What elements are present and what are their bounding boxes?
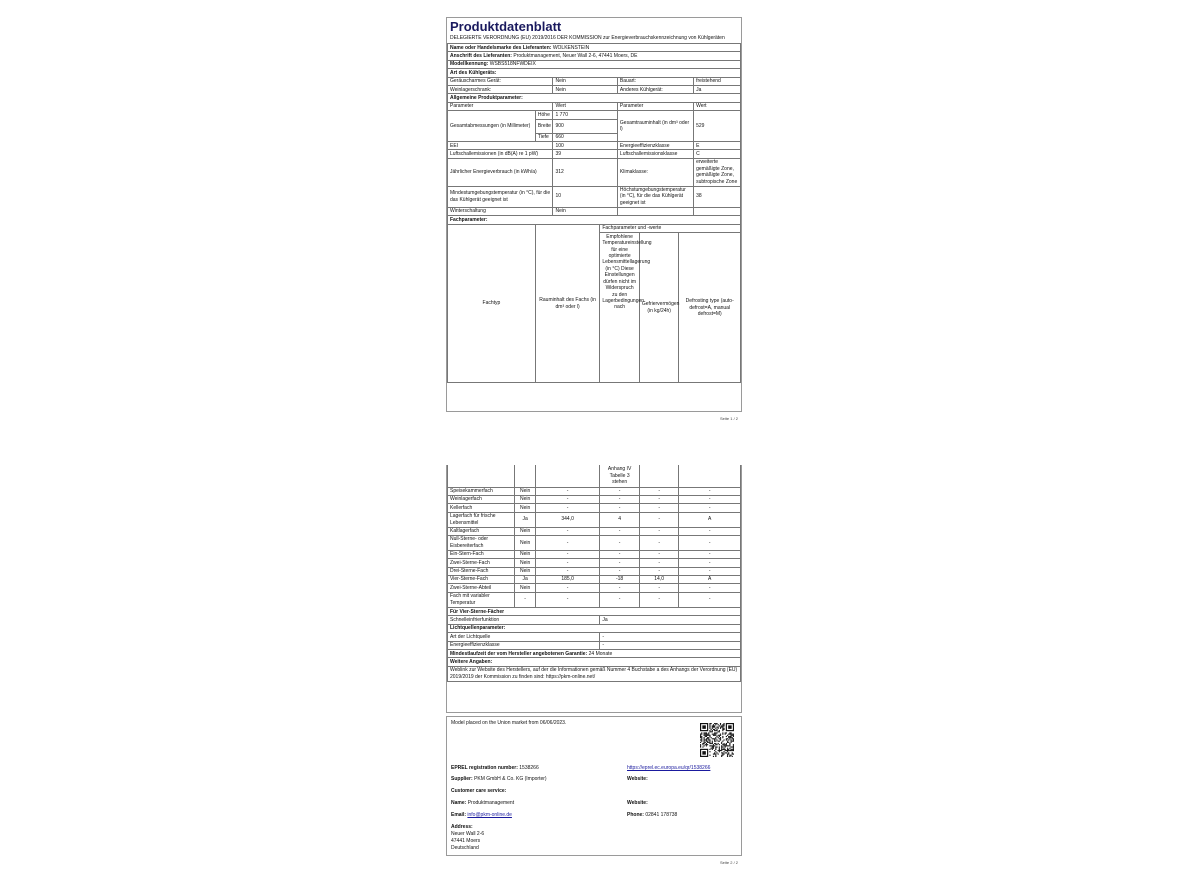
more-info-header: Weitere Angaben: [448, 658, 741, 666]
compartment-cell-present: Nein [515, 527, 536, 535]
compartment-cell-temp: - [600, 535, 640, 550]
address-label: Address: [451, 824, 473, 830]
compartment-cell-temp: - [600, 504, 640, 512]
compartment-row [448, 535, 741, 550]
compartment-cell-present: Nein [515, 495, 536, 503]
compartment-row [448, 592, 741, 607]
email-link[interactable]: info@pkm-online.de [467, 812, 512, 818]
param-header-row: Parameter Wert Parameter Wert [448, 102, 741, 110]
compartment-cell-defrost: - [679, 584, 741, 592]
weblink-row: Weblink zur Website des Herstellers, auf der die Informationen gemäß Nummer 4 Buchstabe a des Anhangs der Verordnung (EU) 2019/2019 der Kommission zu finden sind: https://pkm-online.net/ [448, 666, 741, 681]
model-row: Modellkennung: WSBS518NFWDEIX [448, 60, 741, 68]
compartment-cell-present: Ja [515, 575, 536, 583]
page-number: Seite 1 / 2 [720, 416, 739, 421]
compartment-cell-name: Lagerfach für frische Lebensmittel [448, 512, 515, 527]
contact-phone: Phone: 02841 178738 [627, 812, 678, 818]
light-source-header: Lichtquellenparameter: [448, 624, 741, 632]
compartment-cell-name: Kaltlagerfach [448, 527, 515, 535]
compartment-cell-freeze: - [639, 592, 679, 607]
compartment-row [448, 567, 741, 575]
compartment-cell-temp: - [600, 592, 640, 607]
compartment-cell-present: Nein [515, 584, 536, 592]
supplier-address-row: Anschrift des Lieferanten: Produktmanagement, Neuer Wall 2-6, 47441 Moers, DE [448, 52, 741, 60]
compartment-cell-freeze: - [639, 535, 679, 550]
energy-row: Jährlicher Energieverbrauch (in kWh/a) 312 Klimaklasse: erweiterte gemäßigte Zone, gemäßigte Zone, subtropische Zone [448, 158, 741, 186]
regulation-text: DELEGIERTE VERORDNUNG (EU) 2019/2016 DER KOMMISSION zur Energieverbrauchskennzeichnung von Kühlgeräten [450, 35, 725, 41]
address-line: 47441 Moers [451, 838, 481, 844]
compartment-cell-temp: - [600, 584, 640, 592]
compartment-cell-volume: 185,0 [535, 575, 599, 583]
appliance-type-header: Art des Kühlgeräts: [448, 69, 741, 77]
compartment-cell-temp: - [600, 495, 640, 503]
compartment-volume-heading: Rauminhalt des Fachs (in dm³ oder l) [535, 224, 599, 382]
compartment-row [448, 504, 741, 512]
contact-email: Email: info@pkm-online.de [451, 812, 512, 818]
compartment-params-header: Fachparameter: [448, 216, 741, 224]
compartment-defrost-heading: Defrosting type (auto-defrost=A, manual defrost=M) [679, 233, 741, 383]
compartment-cell-name: Zwei-Sterne-Fach [448, 559, 515, 567]
compartment-cell-volume: - [535, 584, 599, 592]
compartment-freeze-heading: Gefriervermögen (in kg/24h) [639, 233, 679, 383]
placed-on-market-text: Model placed on the Union market from 06/06/2023. [451, 720, 567, 726]
compartment-row [448, 495, 741, 503]
compartment-cell-temp: -18 [600, 575, 640, 583]
compartment-cell-name: Null-Sterne- oder Eisbereiterfach [448, 535, 515, 550]
compartment-group-heading: Fachparameter und -werte [600, 224, 741, 232]
eprel-section [446, 716, 742, 856]
compartment-cell-defrost: - [679, 504, 741, 512]
general-params-header: Allgemeine Produktparameter: [448, 94, 741, 102]
compartment-cell-defrost: - [679, 535, 741, 550]
compartment-row [448, 584, 741, 592]
eprel-link[interactable]: https://eprel.ec.europa.eu/qr/1538266 [627, 765, 711, 771]
compartment-cell-temp: 4 [600, 512, 640, 527]
compartment-cell-present: - [515, 592, 536, 607]
dims-row: Tiefe 660 [448, 133, 741, 141]
address-line: Deutschland [451, 845, 479, 851]
supplier-line: Supplier: PKM GmbH & Co. KG (Importer) [451, 776, 547, 782]
supplier-table [447, 43, 741, 225]
compartment-cell-freeze: - [639, 512, 679, 527]
compartment-cell-present: Nein [515, 487, 536, 495]
compartment-cell-temp: - [600, 550, 640, 558]
address-line: Neuer Wall 2-6 [451, 831, 485, 837]
warranty-row: Mindestlaufzeit der vom Hersteller angebotenen Garantie: 24 Monate [448, 650, 741, 658]
compartment-cell-defrost: - [679, 527, 741, 535]
compartment-cell-present: Nein [515, 504, 536, 512]
compartment-temp-heading-cont: Anhang IV Tabelle 3 stehen [600, 465, 640, 487]
compartment-cell-defrost: - [679, 487, 741, 495]
website-label-2: Website: [627, 800, 648, 806]
compartment-cell-name: Drei-Sterne-Fach [448, 567, 515, 575]
compartment-cell-freeze: - [639, 527, 679, 535]
type-row: Geräuscharmes Gerät: Nein Bauart: freistehend [448, 77, 741, 85]
compartment-cell-name: Ein-Stern-Fach [448, 550, 515, 558]
page-title: Produktdatenblatt [450, 19, 562, 34]
page-number: Seite 2 / 2 [720, 860, 739, 865]
contact-name: Name: Produktmanagement [451, 800, 515, 806]
compartment-cell-present: Nein [515, 550, 536, 558]
datasheet-page-1 [446, 17, 742, 412]
compartment-cell-name: Kellerfach [448, 504, 515, 512]
compartment-cell-name: Zwei-Sterne-Abteil [448, 584, 515, 592]
type-row: Weinlagerschrank: Nein Anderes Kühlgerät: Ja [448, 86, 741, 94]
compartment-row [448, 550, 741, 558]
compartment-cell-freeze: - [639, 550, 679, 558]
compartment-cell-volume: - [535, 504, 599, 512]
winter-row: Winterschaltung Nein [448, 207, 741, 215]
compartment-row [448, 512, 741, 527]
compartment-cell-freeze: 14,0 [639, 575, 679, 583]
compartment-cell-freeze: - [639, 504, 679, 512]
compartment-cell-temp: - [600, 527, 640, 535]
eprel-registration: EPREL registration number: 1538266 [451, 765, 539, 771]
compartment-cell-defrost: - [679, 567, 741, 575]
compartment-cell-present: Nein [515, 567, 536, 575]
dims-row: Breite 900 [448, 119, 741, 133]
compartment-cell-freeze: - [639, 559, 679, 567]
compartment-row [448, 527, 741, 535]
compartment-cell-volume: - [535, 527, 599, 535]
compartment-cell-freeze: - [639, 495, 679, 503]
light-type-row: Art der Lichtquelle - [448, 633, 741, 641]
compartment-cell-freeze: - [639, 567, 679, 575]
compartment-cell-volume: - [535, 487, 599, 495]
qr-code-icon [700, 723, 734, 757]
datasheet-page-2 [446, 465, 742, 713]
dims-row: Gesamtabmessungen (in Millimeter) Höhe 1 770 Gesamtrauminhalt (in dm³ oder l) 529 [448, 111, 741, 119]
compartment-temp-heading: Empfohlene Temperatureinstellung für eine optimierte Lebensmittellagerung (in °C) Diese Einstellungen dürfen nicht im Widerspruch zu den Lagerbedingungen nach [600, 233, 640, 383]
compartment-cell-volume: - [535, 559, 599, 567]
compartment-cell-defrost: - [679, 495, 741, 503]
supplier-name-row: Name oder Handelsmarke des Lieferanten: WOLKENSTEIN [448, 44, 741, 52]
quick-freeze-row: Schnelleinfrierfunktion Ja [448, 616, 741, 624]
compartment-cell-temp: - [600, 487, 640, 495]
light-class-row: Energieeffizienzklasse - [448, 641, 741, 649]
compartment-cell-defrost: - [679, 550, 741, 558]
compartment-cell-name: Vier-Sterne-Fach [448, 575, 515, 583]
compartment-cell-name: Speisekammerfach [448, 487, 515, 495]
customer-care-heading: Customer care service: [451, 788, 507, 794]
compartment-cell-present: Ja [515, 512, 536, 527]
compartment-cell-volume: 344,0 [535, 512, 599, 527]
compartment-cell-present: Nein [515, 535, 536, 550]
compartment-cell-volume: - [535, 550, 599, 558]
compartment-row [448, 575, 741, 583]
eei-row: EEI 100 Energieeffizienzklasse E [448, 142, 741, 150]
compartment-cell-defrost: A [679, 575, 741, 583]
compartment-header-table [447, 224, 741, 383]
compartment-cell-name: Fach mit variabler Temperatur [448, 592, 515, 607]
weblink-url[interactable]: https://pkm-online.net/ [545, 673, 596, 680]
compartment-table [447, 465, 741, 608]
compartment-cell-volume: - [535, 567, 599, 575]
compartment-cell-freeze: - [639, 584, 679, 592]
compartment-cell-temp: - [600, 559, 640, 567]
noise-row: Luftschallemissionen (in dB(A) re 1 pW) 39 Luftschallemissionsklasse C [448, 150, 741, 158]
compartment-cell-defrost: - [679, 559, 741, 567]
compartment-cell-defrost: A [679, 512, 741, 527]
website-label: Website: [627, 776, 648, 782]
temperature-row: Mindestumgebungstemperatur (in °C), für die das Kühlgerät geeignet ist 10 Höchstumgebungstemperatur (in °C), für die das Kühlgerät geeignet ist 38 [448, 186, 741, 207]
compartment-type-heading: Fachtyp [448, 224, 536, 382]
compartment-cell-name: Weinlagerfach [448, 495, 515, 503]
compartment-cell-volume: - [535, 535, 599, 550]
compartment-cell-freeze: - [639, 487, 679, 495]
compartment-cell-defrost: - [679, 592, 741, 607]
compartment-row [448, 559, 741, 567]
compartment-row [448, 487, 741, 495]
extra-params-table [447, 607, 741, 682]
compartment-cell-temp: - [600, 567, 640, 575]
compartment-cell-volume: - [535, 592, 599, 607]
compartment-cell-present: Nein [515, 559, 536, 567]
four-star-header: Für Vier-Sterne-Fächer [448, 608, 741, 616]
compartment-cell-volume: - [535, 495, 599, 503]
